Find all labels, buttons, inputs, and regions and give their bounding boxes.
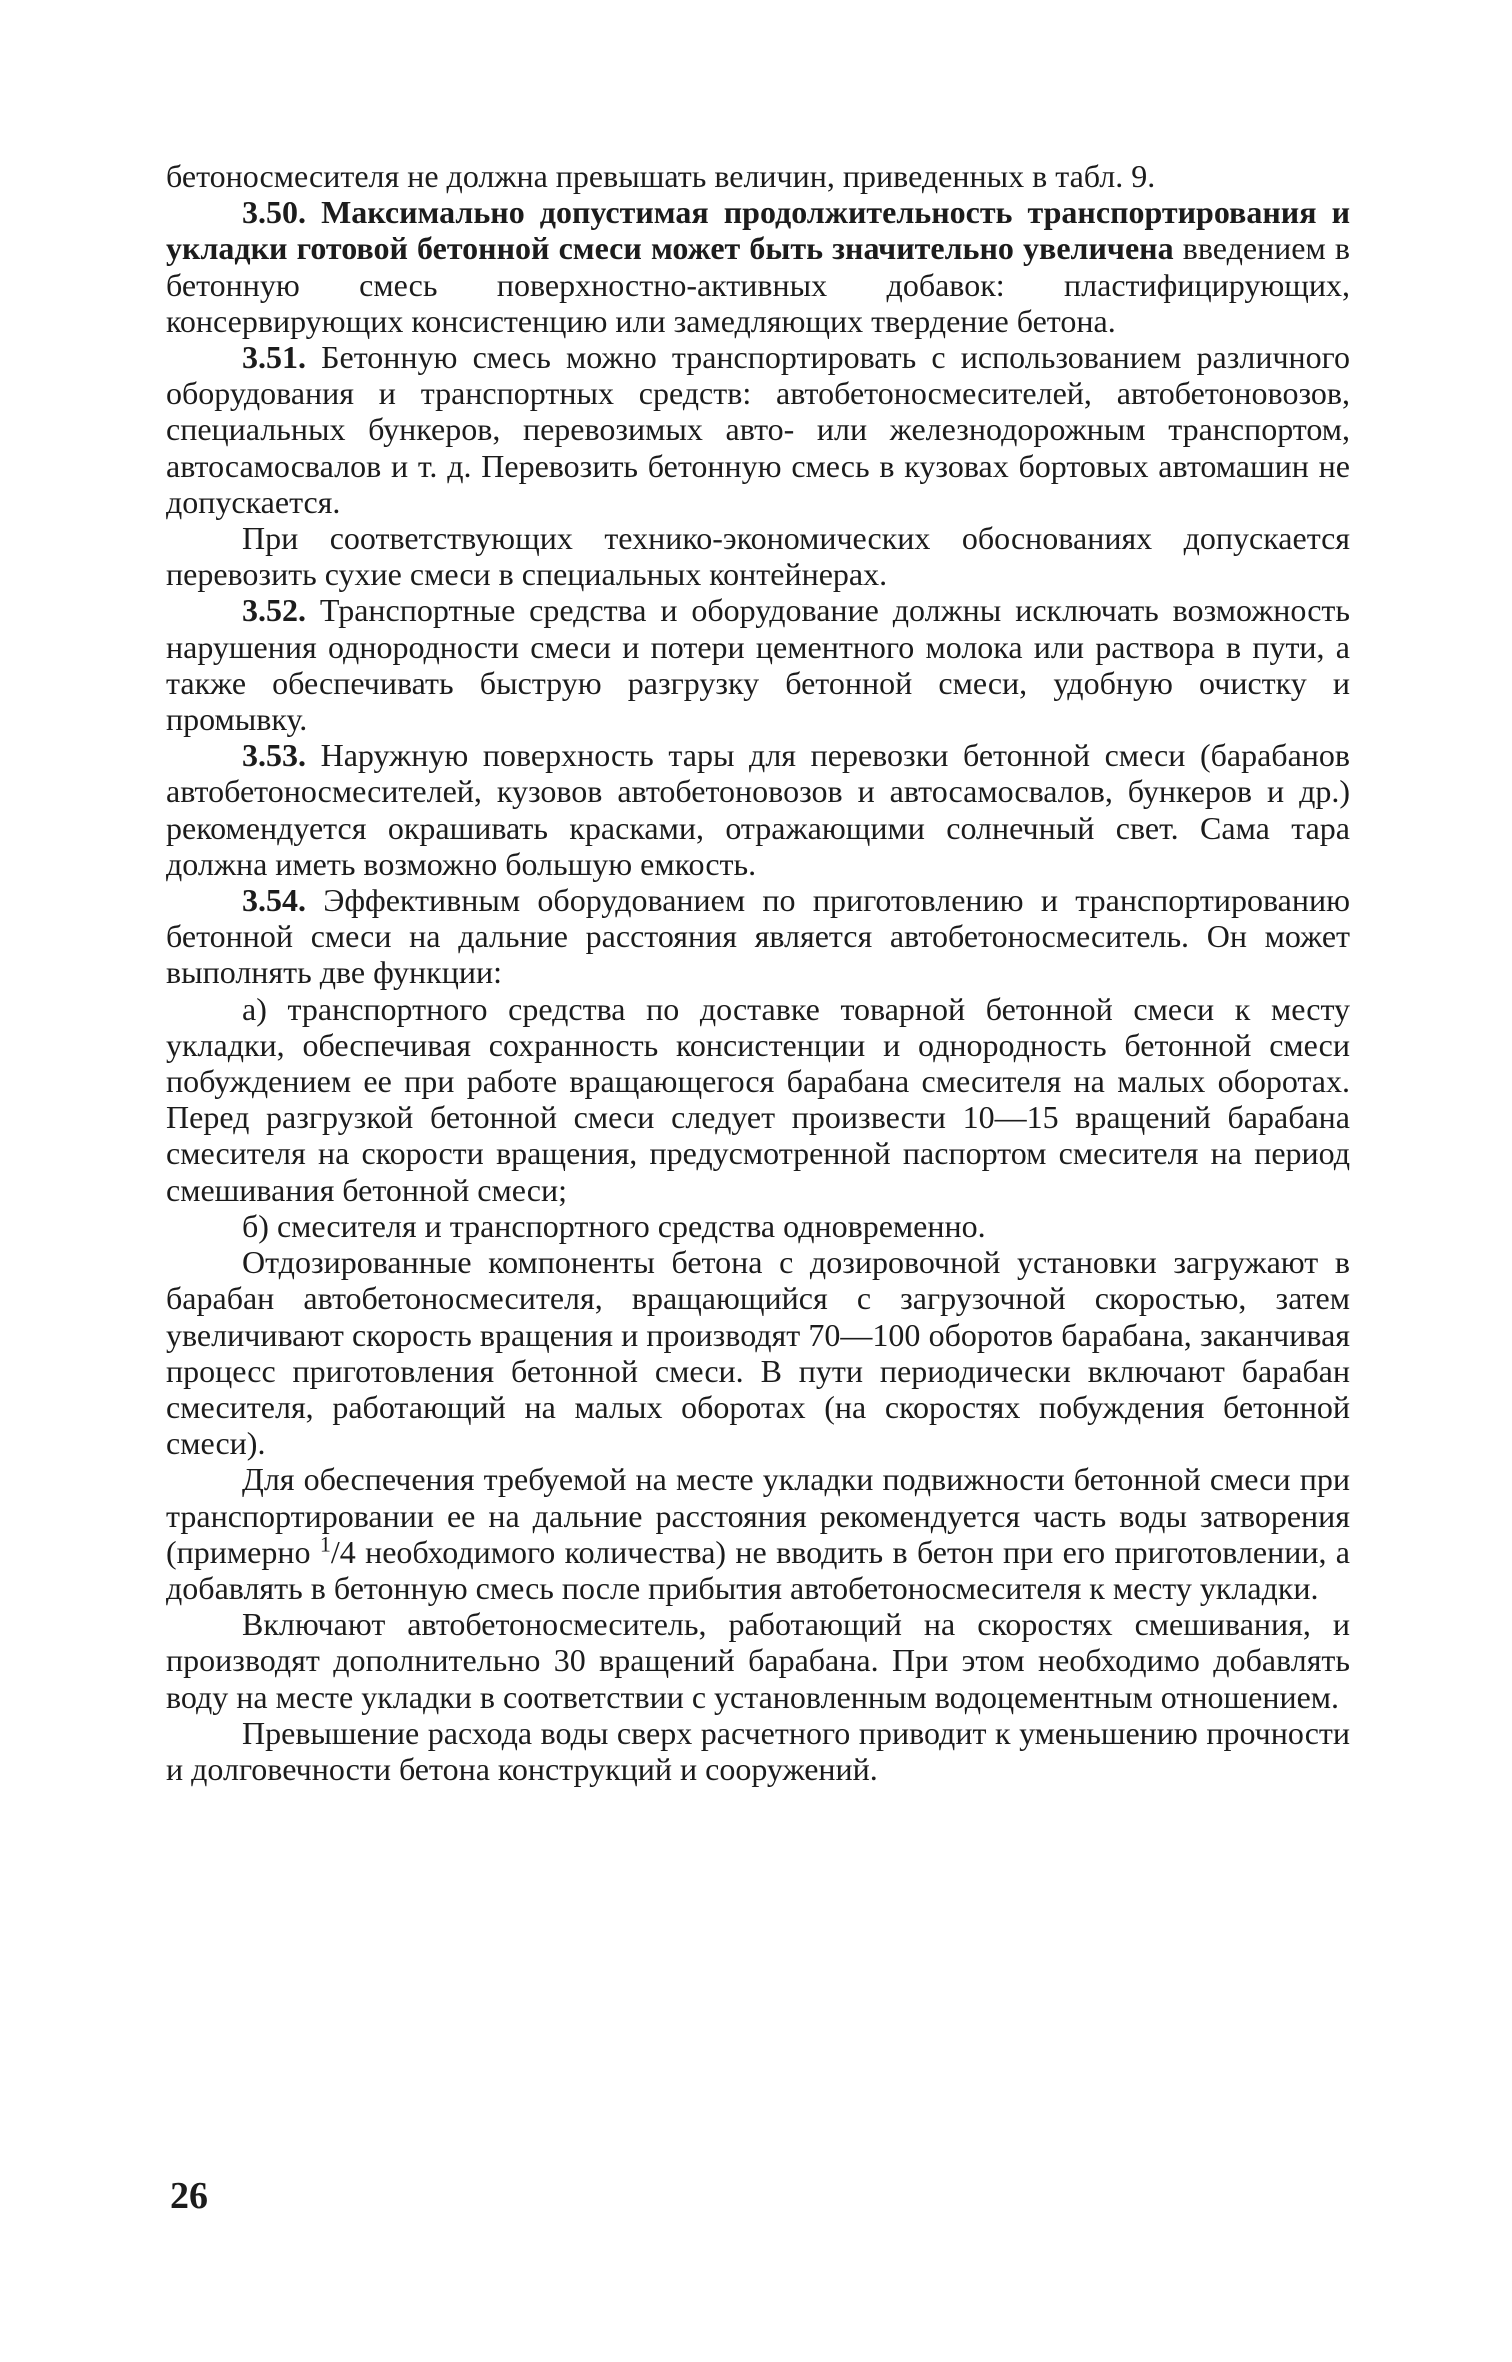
paragraph: [166, 1244, 1350, 1461]
fraction-numerator: 1: [319, 1531, 331, 1557]
clause-number: 3.52.: [242, 592, 306, 629]
paragraph-text: Превышение расхода воды сверх расчетного приводит к уменьшению прочности и долговечности бетона конструкций и сооружений.: [166, 1714, 1350, 1787]
paragraph-text: Включают автобетоносмеситель, работающий на скоростях смешивания, и производят дополнительно 30 вращений барабана. При этом необходимо добавлять воду на месте укладки в соответствии с установленным водоцементным отношением.: [166, 1606, 1350, 1715]
paragraph-text: введением в бетонную смесь поверхностно-активных добавок: пластифицирующих, консервирующих консистенцию или замедляющих твердение бетона.: [166, 230, 1351, 339]
paragraph: [166, 520, 1350, 592]
paragraph: [166, 1606, 1350, 1715]
paragraph-text: бетоносмесителя не должна превышать величин, приведенных в табл. 9.: [166, 158, 1156, 194]
page-number: 26: [170, 2175, 208, 2217]
clause-number: 3.50.: [242, 194, 306, 231]
paragraph-text: б) смесителя и транспортного средства одновременно.: [242, 1207, 986, 1244]
clause-3-51: [166, 339, 1350, 520]
clause-3-53: [166, 737, 1350, 882]
paragraph-text: Транспортные средства и оборудование должны исключать возможность нарушения однородности смеси и потери цементного молока или раствора в пути, а также обеспечивать быструю разгрузку бетонной смеси, удобную очистку и промывку.: [166, 592, 1351, 738]
paragraph-text: необходимого количества) не вводить в бетон при его приготовлении, а добавлять в бетонную смесь после прибытия автобетоносмесителя к месту укладки.: [166, 1533, 1350, 1606]
paragraph-text: При соответствующих технико-экономических обоснованиях допускается перевозить сухие смеси в специальных контейнерах.: [166, 520, 1350, 593]
clause-number: 3.53.: [242, 737, 306, 774]
list-item-b: [166, 1208, 1350, 1244]
clause-number: 3.51.: [242, 339, 306, 376]
clause-3-50: [166, 194, 1350, 339]
paragraph-text: Эффективным оборудованием по приготовлению и транспортированию бетонной смеси на дальние расстояния является автобетоносмеситель. Он может выполнять две функции:: [166, 882, 1351, 991]
paragraph-text: Бетонную смесь можно транспортировать с использованием различного оборудования и транспортных средств: автобетоносмесителей, автобетоновозов, специальных бункеров, перевозимых авто- или железнодорожным транспортом, автосамосвалов и т. д. Перевозить бетонную смесь в кузовах бортовых автомашин не допускается.: [166, 339, 1351, 520]
paragraph-text: Наружную поверхность тары для перевозки бетонной смеси (барабанов автобетоносмесителей, кузовов автобетоновозов и автосамосвалов, бункеров и др.) рекомендуется окрашивать красками, отражающими солнечный свет. Сама тара должна иметь возможно большую емкость.: [166, 737, 1351, 882]
paragraph-text: Для обеспечения требуемой на месте укладки подвижности бетонной смеси при транспортировании ее на дальние расстояния рекомендуется часть воды затворения (примерно: [166, 1461, 1350, 1570]
clause-3-54: [166, 882, 1350, 991]
clause-lead-text: Максимально допустимая продолжительность транспортирования и укладки готовой бетонной смеси может быть значительно увеличена: [166, 194, 1351, 267]
paragraph-continuation: [166, 158, 1350, 194]
list-item-a: [166, 991, 1350, 1208]
paragraph-text: а) транспортного средства по доставке товарной бетонной смеси к месту укладки, обеспечивая сохранность консистенции и однородность бетонной смеси побуждением ее при работе вращающегося барабана смесителя на малых оборотах. Перед разгрузкой бетонной смеси следует произвести 10—15 вращений барабана смесителя на скорости вращения, предусмотренной паспортом смесителя на период смешивания бетонной смеси;: [166, 990, 1350, 1208]
paragraph: [166, 1715, 1350, 1787]
paragraph-text: Отдозированные компоненты бетона с дозировочной установки загружают в барабан автобетоносмесителя, вращающийся с загрузочной скоростью, затем увеличивают скорость вращения и производят 70—100 оборотов барабана, заканчивая процесс приготовления бетонной смеси. В пути периодически включают барабан смесителя, работающий на малых оборотах (на скоростях побуждения бетонной смеси).: [166, 1244, 1350, 1462]
fraction-denominator: 4: [339, 1533, 356, 1570]
paragraph: Для обеспечения требуемой на месте укладки подвижности бетонной смеси при транспортировании ее на дальние расстояния рекомендуется часть воды затворения (примерно $^1$/4 необходимого количества) не вводить в бетон при его приготовлении, а добавлять в бетонную смесь после прибытия автобетоносмесителя к месту укладки.: [166, 1461, 1350, 1606]
clause-number: 3.54.: [242, 882, 306, 919]
clause-3-52: [166, 592, 1350, 737]
page-body: [166, 158, 1350, 1787]
